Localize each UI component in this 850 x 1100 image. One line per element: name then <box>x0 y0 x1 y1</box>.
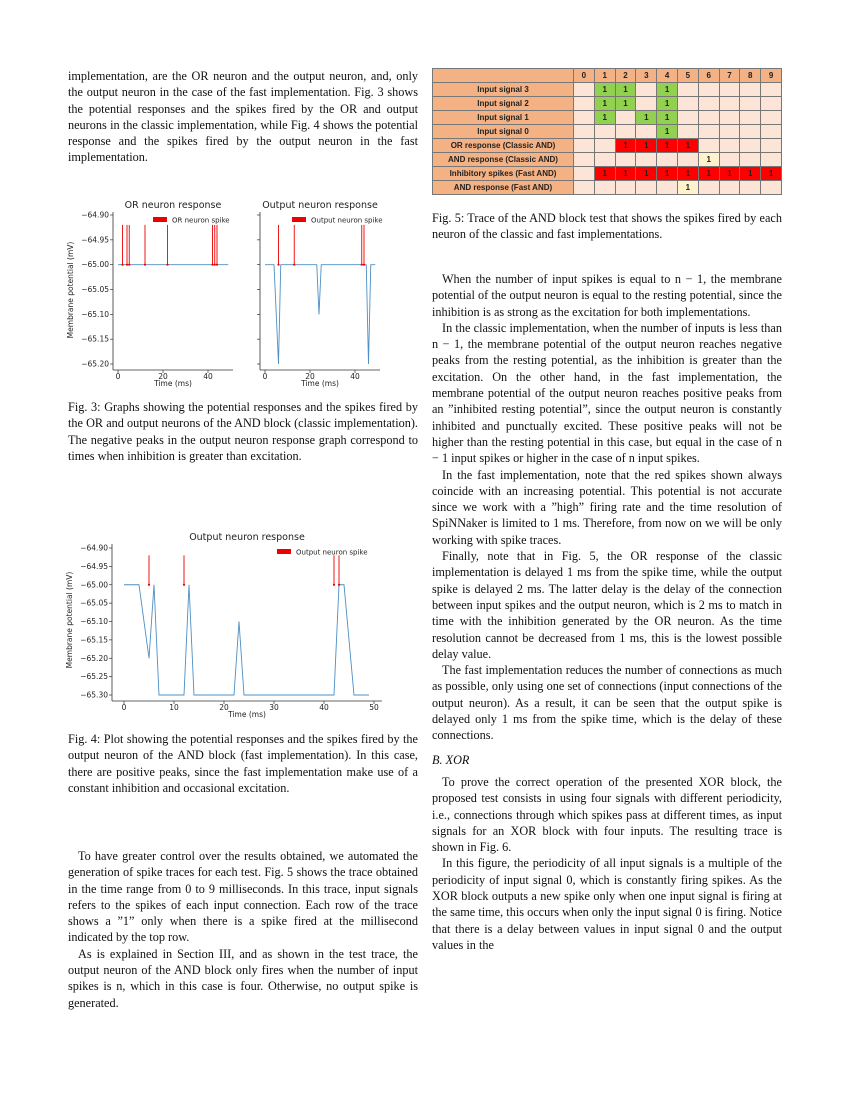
y-tick-label: −65.00 <box>81 260 109 270</box>
y-tick-label: −64.95 <box>81 235 109 245</box>
chart-title: Output neuron response <box>189 532 305 543</box>
y-tick-label: −65.15 <box>80 635 108 645</box>
fig5-caption: Fig. 5: Trace of the AND block test that shows the spikes fired by each neuron of the classic and fast implementations. <box>432 211 782 242</box>
y-tick-label: −65.20 <box>81 359 109 369</box>
y-axis-label: Membrane potential (mV) <box>66 241 75 339</box>
legend-label: Output neuron spike <box>296 548 368 557</box>
section-heading: B. XOR <box>432 752 470 767</box>
legend-swatch <box>153 217 167 222</box>
spike-dot <box>293 264 295 266</box>
spike-dot <box>333 584 335 586</box>
paragraph: In the classic implementation, when the number of inputs is less than n − 1, the membrane potential of the output neuron reaches negative peaks from the resting potential, as the inhibition is greater than the excitation. On the other hand, in the fast implementation, the membrane potential of the output neuron reaches positive peaks from an ”inhibited resting potential”, since the output neuron is constantly inhibited and punctually excited. These positive peaks will not be higher than the resting potential in this case, but equal in the case of n − 1 input spikes or higher in the case of n input spikes. <box>432 320 782 466</box>
fig4-caption: Fig. 4: Plot showing the potential responses and the spikes fired by the output neuron of the AND block (fast implementation). In this case, there are positive peaks, since the fast implementation make use of a constant inhibition and occasional excitation. <box>68 732 418 795</box>
column-header: 4 <box>657 69 678 83</box>
x-tick-label: 20 <box>219 703 229 712</box>
chart-title: Output neuron response <box>262 200 378 211</box>
y-tick-label: −65.00 <box>80 580 108 590</box>
trace-cell: 1 <box>657 125 678 139</box>
row-label: AND response (Classic AND) <box>433 153 574 167</box>
legend-swatch <box>292 217 306 222</box>
fig3-caption: Fig. 3: Graphs showing the potential responses and the spikes fired by the OR and output neurons of the AND block (classic implementation). The negative peaks in the output neuron response graph correspond to times when inhibition is greater than excitation. <box>68 400 418 463</box>
trace-cell: 1 <box>615 83 636 97</box>
trace-cell: 1 <box>677 139 698 153</box>
intro-paragraph: implementation, are the OR neuron and the output neuron, and, only the output neuron in the case of the fast implementation. Fig. 3 shows the potential responses and the spikes fired by the OR and output neurons in the classic implementation, while Fig. 4 shows the potential response and the spikes fired by the output neuron in the fast implementation. <box>68 69 418 165</box>
column-header: 7 <box>719 69 740 83</box>
trace-cell: 1 <box>677 167 698 181</box>
trace-cell: 1 <box>594 83 615 97</box>
y-tick-label: −65.25 <box>80 672 108 682</box>
paragraph: As is explained in Section III, and as shown in the test trace, the output neuron of the AND block only fires when the number of input spikes is n, which in this case is four. Otherwise, no output spike is generated. <box>68 946 418 1010</box>
trace-cell: 1 <box>698 153 719 167</box>
spike-dot <box>216 264 218 266</box>
x-tick-label: 40 <box>350 372 360 381</box>
trace-cell: 1 <box>657 83 678 97</box>
paragraph: To have greater control over the results obtained, we automated the generation of spike traces for each test. Fig. 5 shows the trace obtained in the time range from 0 to 9 milliseconds. In this trace, input signals refers to the spikes of each input connection. Each row of the trace shows a ”1” only when there is a spike fired at the millisecond indicated by the top row. <box>68 849 418 945</box>
y-tick-label: −64.95 <box>80 561 108 571</box>
x-tick-label: 50 <box>369 703 379 712</box>
chart-title: OR neuron response <box>124 200 222 211</box>
legend-label: Output neuron spike <box>311 216 383 225</box>
column-header: 0 <box>574 69 595 83</box>
spike-dot <box>214 264 216 266</box>
paragraph: In this figure, the periodicity of all input signals is a multiple of the periodicity of input signal 0, which is constantly firing spikes. As the XOR block outputs a new spike only when one input signal is firing at the same time, this occurs when only the input signal 0 is firing. Notice that there is a delay between values in input signal 0 and the output values in the <box>432 856 782 952</box>
trace-cell: 1 <box>761 167 782 181</box>
trace-cell: 1 <box>740 167 761 181</box>
paragraph: Finally, note that in Fig. 5, the OR response of the classic implementation is delayed 1 ms from the spike time, while the output spike is delayed 2 ms. The latter delay is the delay of the connection between input spikes and the output neuron, which is 2 ms to match in time with the inhibition generated by the OR neuron. As the time resolution cannot be decreased from 1 ms, this is the lowest possible delay value. <box>432 549 782 661</box>
trace-cell: 1 <box>594 111 615 125</box>
trace-cell: 1 <box>719 167 740 181</box>
row-label: Input signal 2 <box>433 97 574 111</box>
row-label: OR response (Classic AND) <box>433 139 574 153</box>
potential-line <box>124 585 369 695</box>
x-tick-label: 30 <box>269 703 279 712</box>
spike-dot <box>126 264 128 266</box>
y-tick-label: −65.10 <box>81 309 109 319</box>
spike-dot <box>277 264 279 266</box>
spike-dot <box>338 584 340 586</box>
legend-swatch <box>277 549 291 554</box>
x-axis-label: Time (ms) <box>228 710 266 719</box>
paragraph: The fast implementation reduces the number of connections as much as possible, only using one set of connections (input connections of the output neuron). As a result, it can be seen that the output spike is delayed only 1 ms from the spike time, which is the delay of these connections. <box>432 663 782 743</box>
x-tick-label: 10 <box>169 703 179 712</box>
trace-cell: 1 <box>636 111 657 125</box>
spike-dot <box>148 584 150 586</box>
spike-dot <box>128 264 130 266</box>
x-tick-label: 20 <box>305 372 315 381</box>
x-tick-label: 40 <box>319 703 329 712</box>
spike-dot <box>144 264 146 266</box>
x-axis-label: Time (ms) <box>301 379 339 388</box>
trace-cell: 1 <box>657 111 678 125</box>
row-label: Input signal 3 <box>433 83 574 97</box>
y-tick-label: −65.05 <box>80 598 108 608</box>
column-header: 5 <box>677 69 698 83</box>
spike-dot <box>361 264 363 266</box>
x-tick-label: 0 <box>262 372 268 381</box>
paragraph: When the number of input spikes is equal to n − 1, the membrane potential of the output neuron is equal to the resting potential, since the inhibition is as strong as the excitation for both implementations. <box>432 272 782 319</box>
row-label: Inhibitory spikes (Fast AND) <box>433 167 574 181</box>
y-tick-label: −65.05 <box>81 285 109 294</box>
x-axis-label: Time (ms) <box>154 379 192 388</box>
trace-cell: 1 <box>657 139 678 153</box>
trace-cell: 1 <box>615 97 636 111</box>
trace-cell: 1 <box>698 167 719 181</box>
column-header: 3 <box>636 69 657 83</box>
column-header: 8 <box>740 69 761 83</box>
x-tick-label: 20 <box>158 372 168 381</box>
column-header: 6 <box>698 69 719 83</box>
row-label: Input signal 0 <box>433 125 574 139</box>
paragraph: To prove the correct operation of the presented XOR block, the proposed test consists in using four signals with different periodicity, i.e., connections through which spikes pass at different times, as input signals for an XOR block with four inputs. The resulting trace is shown in Fig. 6. <box>432 774 782 855</box>
column-header: 2 <box>615 69 636 83</box>
x-tick-label: 0 <box>121 703 127 712</box>
trace-cell: 1 <box>636 139 657 153</box>
y-axis-label: Membrane potential (mV) <box>65 571 74 669</box>
paragraph: In the fast implementation, note that the red spikes shown always coincide with an increasing potential. This potential is not accurate since we work with a ”high” firing rate and the time resolution of SpiNNaker is limited to 1 ms. Therefore, from now on we will be only working with spike traces. <box>432 467 782 547</box>
column-header: 9 <box>761 69 782 83</box>
spike-dot <box>211 264 213 266</box>
row-label: Input signal 1 <box>433 111 574 125</box>
spike-dot <box>363 264 365 266</box>
y-tick-label: −65.20 <box>80 653 108 663</box>
trace-cell: 1 <box>636 167 657 181</box>
y-tick-label: −65.10 <box>80 617 108 626</box>
y-tick-label: −64.90 <box>81 210 109 220</box>
trace-cell: 1 <box>615 167 636 181</box>
potential-line <box>265 265 375 364</box>
column-header: 1 <box>594 69 615 83</box>
spike-dot <box>166 264 168 266</box>
trace-cell: 1 <box>615 139 636 153</box>
trace-cell: 1 <box>594 97 615 111</box>
trace-cell: 1 <box>677 181 698 195</box>
trace-cell: 1 <box>657 167 678 181</box>
spike-dot <box>183 584 185 586</box>
trace-cell: 1 <box>657 97 678 111</box>
row-label: AND response (Fast AND) <box>433 181 574 195</box>
y-tick-label: −65.30 <box>80 690 108 700</box>
x-tick-label: 0 <box>115 372 121 381</box>
legend-label: OR neuron spike <box>172 216 230 225</box>
y-tick-label: −65.15 <box>81 334 109 344</box>
y-tick-label: −64.90 <box>80 543 108 553</box>
trace-cell: 1 <box>594 167 615 181</box>
x-tick-label: 40 <box>203 372 213 381</box>
spike-dot <box>121 264 123 266</box>
